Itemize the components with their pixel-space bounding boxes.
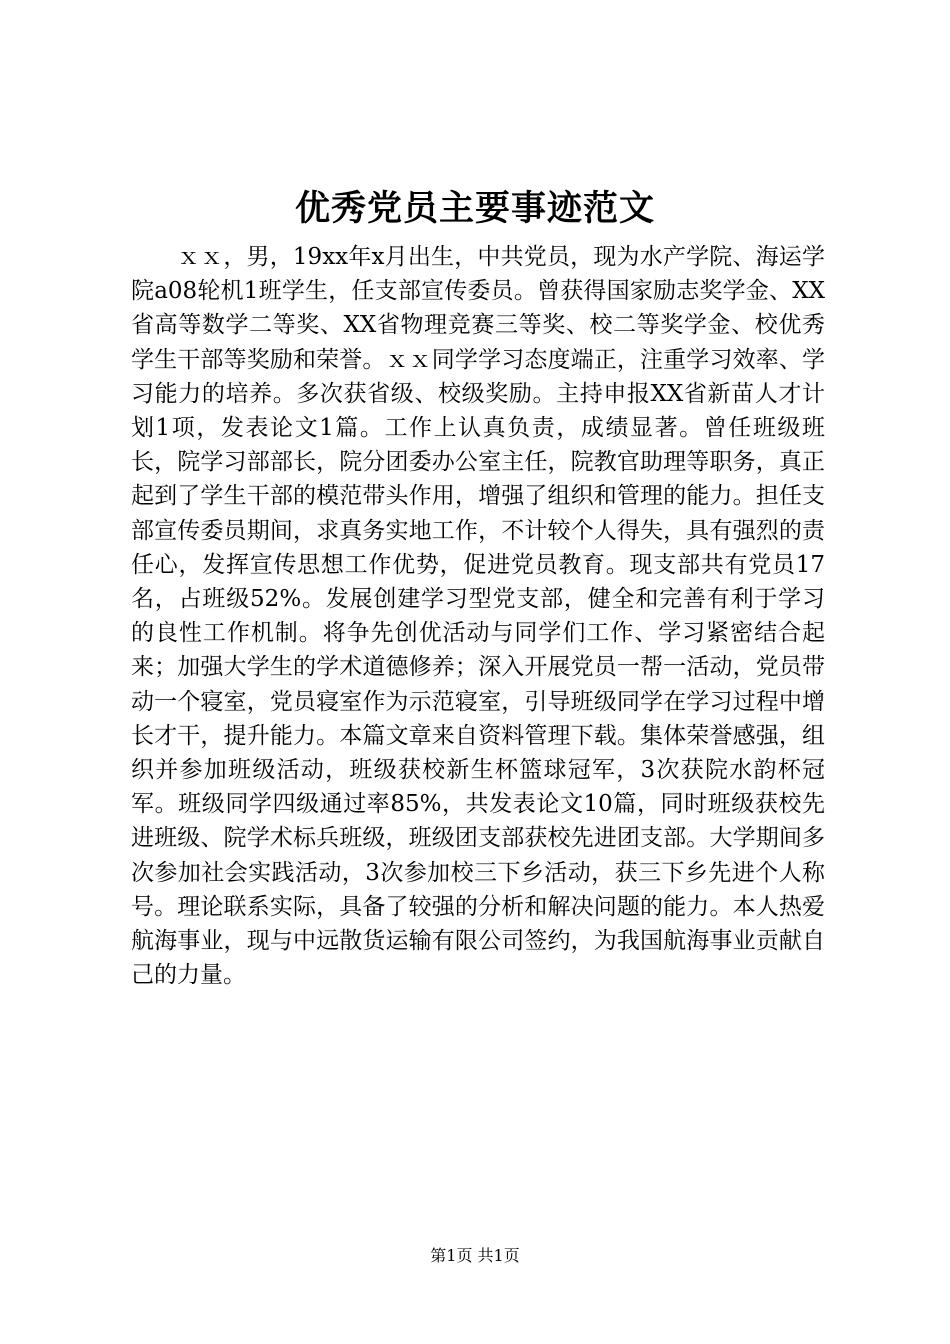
document-body-paragraph: ｘｘ，男，19xx年x月出生，中共党员，现为水产学院、海运学院a08轮机1班学生，任支部宣传委员。曾获得国家励志奖学金、XX省高等数学二等奖、XX省物理竞赛三等奖、校二等奖学金、校优秀学生干部等奖励和荣誉。ｘｘ同学学习态度端正，注重学习效率、学习能力的培养。多次获省级、校级奖励。主持申报XX省新苗人才计划1项，发表论文1篇。工作上认真负责，成绩显著。曾任班级班长，院学习部部长，院分团委办公室主任，院教官助理等职务，真正起到了学生干部的模范带头作用，增强了组织和管理的能力。担任支部宣传委员期间，求真务实地工作，不计较个人得失，具有强烈的责任心，发挥宣传思想工作优势，促进党员教育。现支部共有党员17名，占班级52%。发展创建学习型党支部，健全和完善有利于学习的良性工作机制。将争先创优活动与同学们工作、学习紧密结合起来；加强大学生的学术道德修养；深入开展党员一帮一活动，党员带动一个寝室，党员寝室作为示范寝室，引导班级同学在学习过程中增长才干，提升能力。本篇文章来自资料管理下载。集体荣誉感强，组织并参加班级活动，班级获校新生杯篮球冠军，3次获院水韵杯冠军。班级同学四级通过率85%，共发表论文10篇，同时班级获校先进班级、院学术标兵班级，班级团支部获校先进团支部。大学期间多次参加社会实践活动，3次参加校三下乡活动，获三下乡先进个人称号。理论联系实际，具备了较强的分析和解决问题的能力。本人热爱航海事业，现与中远散货运输有限公司签约，为我国航海事业贡献自己的力量。 bbox=[131, 244, 825, 989]
page-number-footer: 第1页 共1页 bbox=[430, 1246, 520, 1265]
document-title: 优秀党员主要事迹范文 bbox=[294, 188, 655, 229]
